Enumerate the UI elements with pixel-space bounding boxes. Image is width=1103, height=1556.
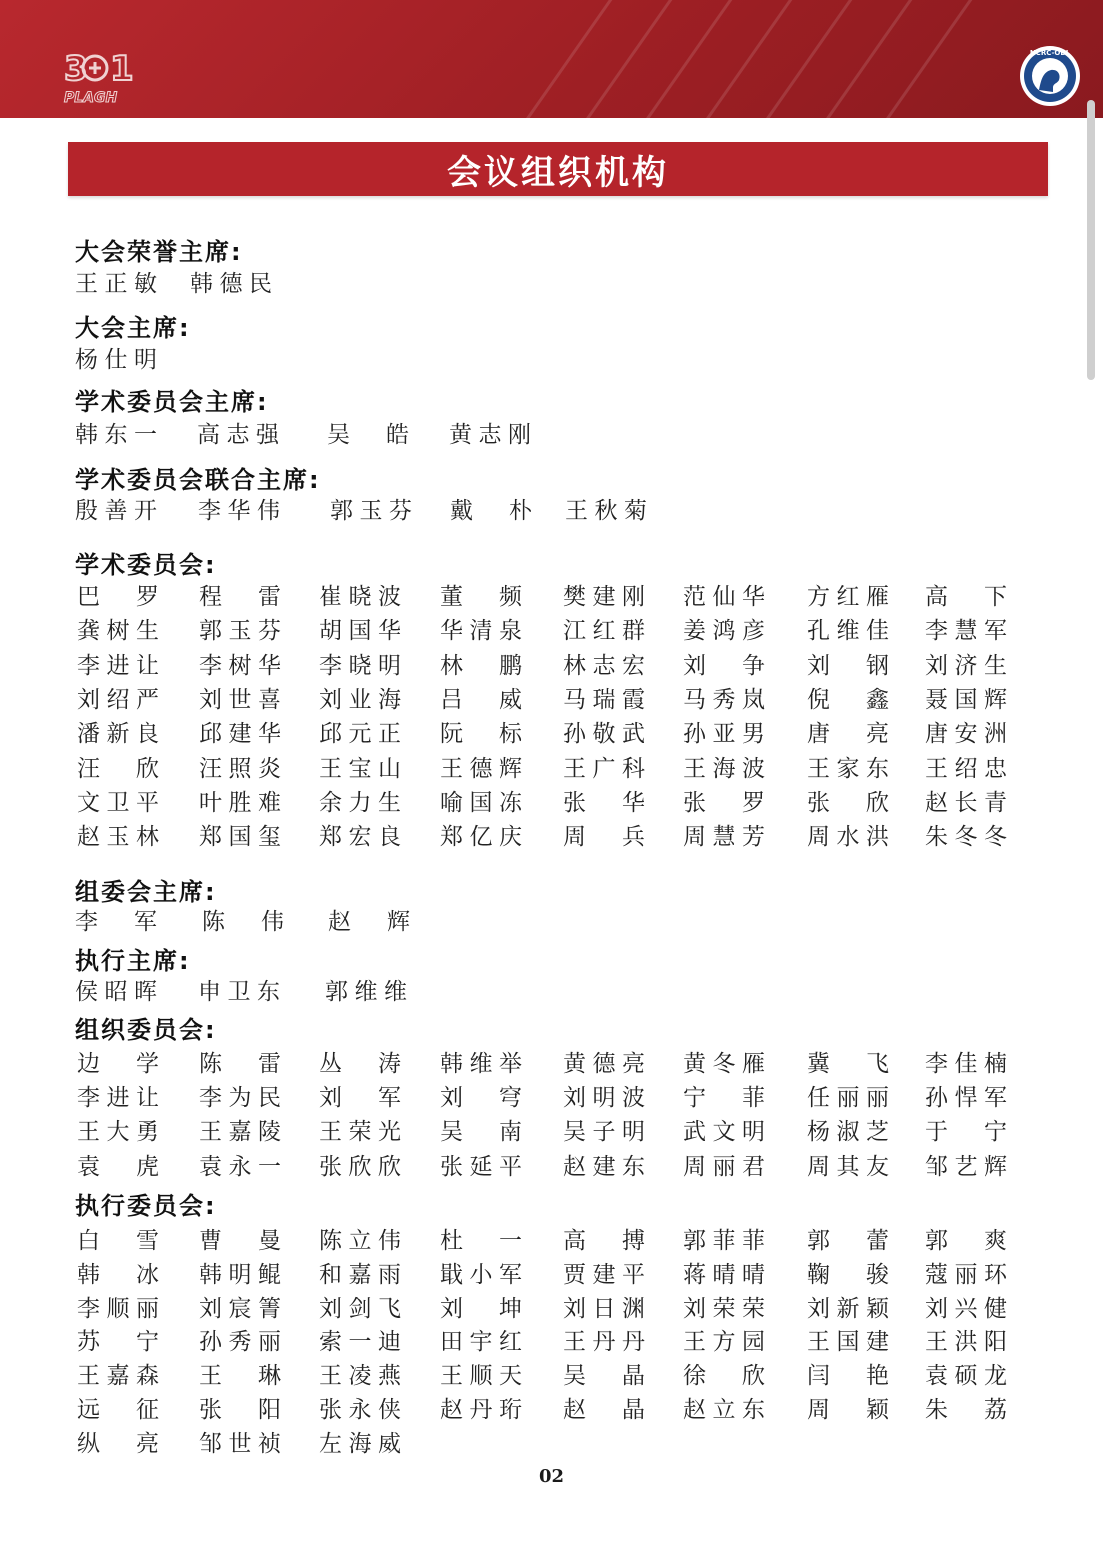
person-name: 刘业海 bbox=[319, 686, 401, 713]
person-name: 李树华 bbox=[199, 652, 281, 679]
name-row bbox=[0, 1079, 1103, 1111]
person-name: 邱建华 bbox=[199, 721, 281, 748]
person-name: 唐 亮 bbox=[807, 721, 889, 748]
person-name: 闫 艳 bbox=[807, 1363, 889, 1390]
person-name: 袁永一 bbox=[199, 1153, 281, 1180]
person-name: 王嘉森 bbox=[77, 1363, 159, 1390]
person-name: 吴 晶 bbox=[563, 1363, 645, 1390]
person-name: 杜 一 bbox=[440, 1228, 522, 1254]
person-name: 李顺丽 bbox=[77, 1295, 159, 1322]
person-name: 胡国华 bbox=[319, 618, 401, 645]
person-name: 刘绍严 bbox=[77, 686, 159, 713]
person-name: 李华伟 bbox=[198, 498, 280, 524]
person-name: 冀 飞 bbox=[807, 1051, 889, 1077]
person-name: 韩 冰 bbox=[77, 1261, 159, 1288]
person-name: 华清泉 bbox=[440, 618, 522, 645]
person-name: 王洪阳 bbox=[925, 1329, 1007, 1356]
name-row bbox=[0, 1357, 1103, 1389]
person-name: 余力生 bbox=[319, 789, 401, 816]
person-name: 王广科 bbox=[563, 755, 645, 782]
person-name: 孔维佳 bbox=[807, 618, 889, 645]
person-name: 王凌燕 bbox=[319, 1363, 401, 1390]
person-name: 刘宸箐 bbox=[199, 1295, 281, 1322]
person-name: 龚树生 bbox=[77, 618, 159, 645]
name-row bbox=[0, 416, 1103, 448]
plagh-logo-icon bbox=[62, 44, 134, 106]
person-name: 曹 曼 bbox=[199, 1228, 281, 1254]
person-name: 边 学 bbox=[77, 1051, 159, 1077]
person-name: 黄德亮 bbox=[563, 1051, 645, 1077]
person-name: 樊建刚 bbox=[563, 584, 645, 610]
name-row bbox=[0, 1290, 1103, 1322]
person-name: 周丽君 bbox=[683, 1153, 765, 1180]
name-row bbox=[0, 715, 1103, 747]
name-row bbox=[0, 578, 1103, 610]
person-name: 李为民 bbox=[199, 1085, 281, 1112]
person-name: 王家东 bbox=[807, 755, 889, 782]
person-name: 郭 蕾 bbox=[807, 1228, 889, 1254]
person-name: 汪照炎 bbox=[199, 755, 281, 782]
person-name: 杨淑芝 bbox=[807, 1119, 889, 1146]
person-name: 韩维举 bbox=[440, 1051, 522, 1077]
person-name: 张 华 bbox=[563, 789, 645, 816]
person-name: 黄冬雁 bbox=[683, 1051, 765, 1077]
person-name: 戢小军 bbox=[440, 1261, 522, 1288]
name-row bbox=[0, 1256, 1103, 1288]
person-name: 高 搏 bbox=[563, 1228, 645, 1254]
person-name: 赵立东 bbox=[683, 1397, 765, 1423]
section-heading: 执行委员会: bbox=[75, 1192, 217, 1220]
person-name: 赵 辉 bbox=[328, 909, 410, 935]
person-name: 袁硕龙 bbox=[925, 1363, 1007, 1390]
person-name: 吕 威 bbox=[440, 686, 522, 713]
person-name: 赵长青 bbox=[925, 789, 1007, 816]
person-name: 崔晓波 bbox=[319, 584, 401, 610]
person-name: 叶胜难 bbox=[199, 789, 281, 816]
person-name: 聂国辉 bbox=[925, 686, 1007, 713]
person-name: 赵丹珩 bbox=[440, 1397, 522, 1423]
person-name: 周慧芳 bbox=[683, 824, 765, 851]
person-name: 吴 南 bbox=[440, 1119, 522, 1146]
person-name: 邹世祯 bbox=[199, 1430, 281, 1457]
person-name: 林 鹏 bbox=[440, 652, 522, 679]
person-name: 孙悍军 bbox=[925, 1085, 1007, 1112]
person-name: 赵玉林 bbox=[77, 824, 159, 851]
person-name: 宁 菲 bbox=[683, 1085, 765, 1112]
person-name: 巴 罗 bbox=[77, 584, 159, 610]
name-row bbox=[0, 1425, 1103, 1457]
person-name: 郑亿庆 bbox=[440, 824, 522, 851]
section-heading: 大会荣誉主席: bbox=[75, 238, 243, 266]
person-name: 苏 宁 bbox=[77, 1329, 159, 1356]
person-name: 姜鸿彦 bbox=[683, 618, 765, 645]
person-name: 吴 皓 bbox=[327, 422, 409, 448]
person-name: 刘 穹 bbox=[440, 1085, 522, 1112]
person-name: 孙敬武 bbox=[563, 721, 645, 748]
person-name: 陈 雷 bbox=[199, 1051, 281, 1077]
person-name: 马瑞霞 bbox=[563, 686, 645, 713]
person-name: 马秀岚 bbox=[683, 686, 765, 713]
name-row bbox=[0, 265, 1103, 297]
section-heading: 学术委员会联合主席: bbox=[75, 466, 321, 494]
person-name: 刘明波 bbox=[563, 1085, 645, 1112]
header-banner bbox=[0, 0, 1103, 118]
person-name: 王德辉 bbox=[440, 755, 522, 782]
person-name: 王 琳 bbox=[199, 1363, 281, 1390]
person-name: 王丹丹 bbox=[563, 1329, 645, 1356]
person-name: 邱元正 bbox=[319, 721, 401, 748]
person-name: 武文明 bbox=[683, 1119, 765, 1146]
person-name: 周其友 bbox=[807, 1153, 889, 1180]
name-row bbox=[0, 341, 1103, 373]
person-name: 郭玉芬 bbox=[330, 498, 412, 524]
person-name: 王顺天 bbox=[440, 1363, 522, 1390]
person-name: 韩明鲲 bbox=[199, 1261, 281, 1288]
person-name: 刘荣荣 bbox=[683, 1295, 765, 1322]
person-name: 侯昭晖 bbox=[75, 979, 157, 1005]
person-name: 王秋菊 bbox=[565, 498, 647, 524]
scrollbar[interactable] bbox=[1087, 100, 1095, 380]
person-name: 郭 爽 bbox=[925, 1228, 1007, 1254]
person-name: 李慧军 bbox=[925, 618, 1007, 645]
name-row bbox=[0, 681, 1103, 713]
name-row bbox=[0, 1222, 1103, 1254]
person-name: 李佳楠 bbox=[925, 1051, 1007, 1077]
person-name: 刘日渊 bbox=[563, 1295, 645, 1322]
person-name: 刘 争 bbox=[683, 652, 765, 679]
person-name: 王绍忠 bbox=[925, 755, 1007, 782]
person-name: 张 欣 bbox=[807, 789, 889, 816]
person-name: 蔻丽环 bbox=[925, 1261, 1007, 1288]
person-name: 董 频 bbox=[440, 584, 522, 610]
person-name: 朱 荔 bbox=[925, 1397, 1007, 1423]
name-row bbox=[0, 1391, 1103, 1423]
person-name: 李 军 bbox=[75, 909, 157, 935]
title-bar bbox=[68, 142, 1048, 196]
svg-text:NCRC-OBL: NCRC-OBL bbox=[1029, 49, 1071, 57]
name-row bbox=[0, 903, 1103, 935]
person-name: 李进让 bbox=[77, 1085, 159, 1112]
person-name: 周 兵 bbox=[563, 824, 645, 851]
section-heading: 学术委员会: bbox=[75, 551, 217, 579]
person-name: 喻国冻 bbox=[440, 789, 522, 816]
person-name: 贾建平 bbox=[563, 1261, 645, 1288]
person-name: 刘兴健 bbox=[925, 1295, 1007, 1322]
person-name: 于 宁 bbox=[925, 1119, 1007, 1146]
person-name: 孙秀丽 bbox=[199, 1329, 281, 1356]
person-name: 鞠 骏 bbox=[807, 1261, 889, 1288]
person-name: 袁 虎 bbox=[77, 1153, 159, 1180]
person-name: 白 雪 bbox=[77, 1228, 159, 1254]
person-name: 远 征 bbox=[77, 1397, 159, 1423]
person-name: 田宇红 bbox=[440, 1329, 522, 1356]
person-name: 赵建东 bbox=[563, 1153, 645, 1180]
person-name: 方红雁 bbox=[807, 584, 889, 610]
person-name: 郭玉芬 bbox=[199, 618, 281, 645]
svg-text:PLAGH: PLAGH bbox=[64, 90, 118, 106]
person-name: 索一迪 bbox=[319, 1329, 401, 1356]
section-heading: 大会主席: bbox=[75, 314, 191, 342]
person-name: 李晓明 bbox=[319, 652, 401, 679]
name-row bbox=[0, 1323, 1103, 1355]
person-name: 韩德民 bbox=[190, 271, 272, 297]
person-name: 王海波 bbox=[683, 755, 765, 782]
name-row bbox=[0, 1045, 1103, 1077]
section-heading: 组织委员会: bbox=[75, 1016, 217, 1044]
name-row bbox=[0, 1113, 1103, 1145]
person-name: 王嘉陵 bbox=[199, 1119, 281, 1146]
person-name: 周水洪 bbox=[807, 824, 889, 851]
section-heading: 执行主席: bbox=[75, 947, 191, 975]
svg-text:1: 1 bbox=[110, 49, 134, 89]
person-name: 范仙华 bbox=[683, 584, 765, 610]
person-name: 纵 亮 bbox=[77, 1430, 159, 1457]
person-name: 戴 朴 bbox=[450, 498, 532, 524]
name-row bbox=[0, 973, 1103, 1005]
person-name: 杨仕明 bbox=[75, 347, 157, 373]
person-name: 殷善开 bbox=[75, 498, 157, 524]
name-row bbox=[0, 492, 1103, 524]
name-row bbox=[0, 612, 1103, 644]
section-heading: 学术委员会主席: bbox=[75, 388, 269, 416]
person-name: 林志宏 bbox=[563, 652, 645, 679]
person-name: 张永侠 bbox=[319, 1397, 401, 1423]
person-name: 丛 涛 bbox=[319, 1051, 401, 1077]
person-name: 张延平 bbox=[440, 1153, 522, 1180]
svg-text:3: 3 bbox=[64, 49, 88, 89]
name-row bbox=[0, 647, 1103, 679]
person-name: 阮 标 bbox=[440, 721, 522, 748]
person-name: 陈 伟 bbox=[202, 909, 284, 935]
person-name: 吴子明 bbox=[563, 1119, 645, 1146]
person-name: 刘剑飞 bbox=[319, 1295, 401, 1322]
person-name: 王大勇 bbox=[77, 1119, 159, 1146]
person-name: 黄志刚 bbox=[449, 422, 531, 448]
person-name: 江红群 bbox=[563, 618, 645, 645]
person-name: 陈立伟 bbox=[319, 1228, 401, 1254]
page-title: 会议组织机构 bbox=[447, 152, 669, 193]
person-name: 王国建 bbox=[807, 1329, 889, 1356]
person-name: 刘世喜 bbox=[199, 686, 281, 713]
person-name: 郭菲菲 bbox=[683, 1228, 765, 1254]
name-row bbox=[0, 750, 1103, 782]
person-name: 潘新良 bbox=[77, 721, 159, 748]
person-name: 韩东一 bbox=[75, 422, 157, 448]
person-name: 赵 晶 bbox=[563, 1397, 645, 1423]
person-name: 和嘉雨 bbox=[319, 1261, 401, 1288]
person-name: 徐 欣 bbox=[683, 1363, 765, 1390]
person-name: 郑国玺 bbox=[199, 824, 281, 851]
person-name: 李进让 bbox=[77, 652, 159, 679]
person-name: 任丽丽 bbox=[807, 1085, 889, 1112]
ncrc-obl-logo-icon bbox=[1017, 46, 1083, 110]
section-heading: 组委会主席: bbox=[75, 878, 217, 906]
person-name: 刘 坤 bbox=[440, 1295, 522, 1322]
person-name: 文卫平 bbox=[77, 789, 159, 816]
person-name: 高志强 bbox=[197, 422, 279, 448]
person-name: 刘新颖 bbox=[807, 1295, 889, 1322]
person-name: 朱冬冬 bbox=[925, 824, 1007, 851]
person-name: 刘 钢 bbox=[807, 652, 889, 679]
person-name: 申卫东 bbox=[198, 979, 280, 1005]
name-row bbox=[0, 784, 1103, 816]
person-name: 刘 军 bbox=[319, 1085, 401, 1112]
person-name: 孙亚男 bbox=[683, 721, 765, 748]
person-name: 唐安洲 bbox=[925, 721, 1007, 748]
person-name: 张欣欣 bbox=[319, 1153, 401, 1180]
person-name: 倪 鑫 bbox=[807, 686, 889, 713]
person-name: 张 阳 bbox=[199, 1397, 281, 1423]
person-name: 邹艺辉 bbox=[925, 1153, 1007, 1180]
person-name: 王荣光 bbox=[319, 1119, 401, 1146]
page-number: 02 bbox=[538, 1466, 565, 1487]
person-name: 左海威 bbox=[319, 1430, 401, 1457]
person-name: 王正敏 bbox=[75, 271, 157, 297]
person-name: 王宝山 bbox=[319, 755, 401, 782]
person-name: 张 罗 bbox=[683, 789, 765, 816]
name-row bbox=[0, 818, 1103, 850]
person-name: 郑宏良 bbox=[319, 824, 401, 851]
person-name: 高 下 bbox=[925, 584, 1007, 610]
person-name: 程 雷 bbox=[199, 584, 281, 610]
person-name: 郭维维 bbox=[325, 979, 407, 1005]
person-name: 周 颖 bbox=[807, 1397, 889, 1423]
person-name: 王方园 bbox=[683, 1329, 765, 1356]
person-name: 刘济生 bbox=[925, 652, 1007, 679]
person-name: 蒋晴晴 bbox=[683, 1261, 765, 1288]
person-name: 汪 欣 bbox=[77, 755, 159, 782]
name-row bbox=[0, 1148, 1103, 1180]
